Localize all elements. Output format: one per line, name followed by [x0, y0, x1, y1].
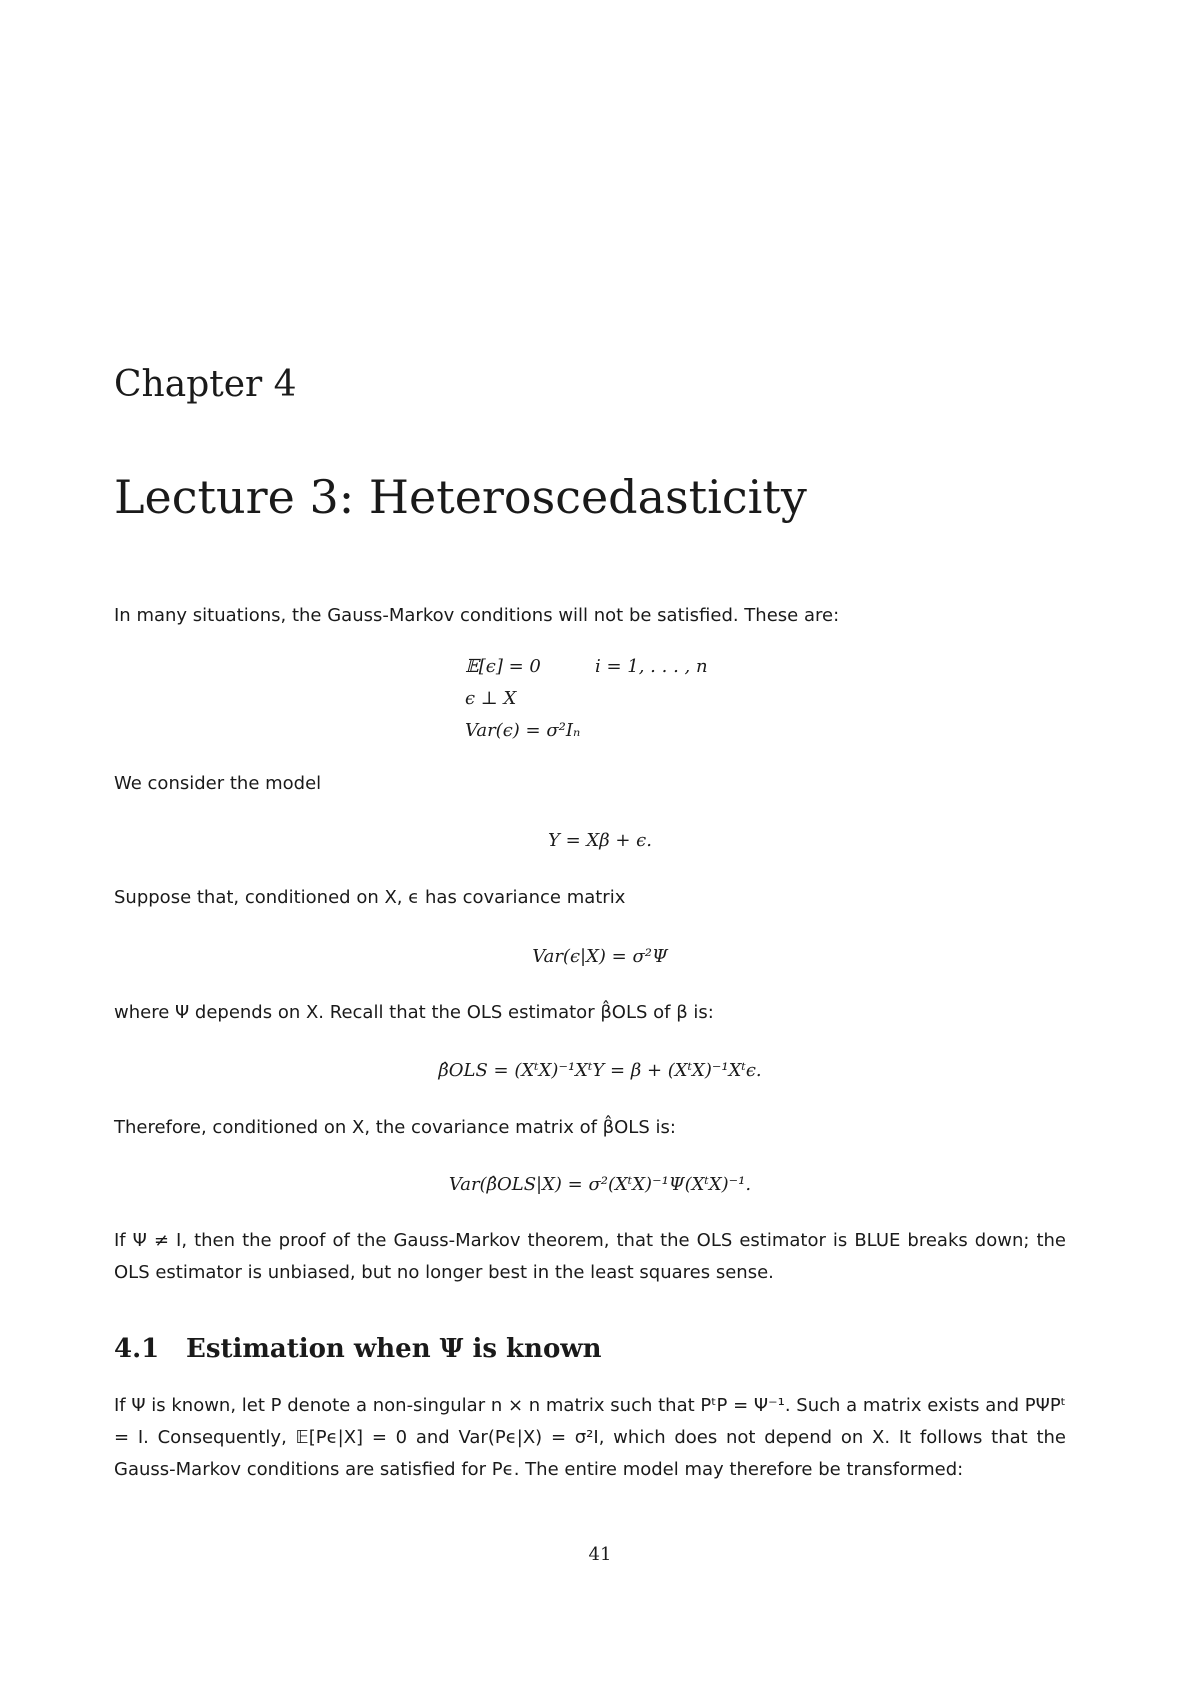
known-paragraph: If Ψ is known, let P denote a non-singular n × n matrix such that PᵗP = Ψ⁻¹. Such a matrix exists and PΨPᵗ = I. Consequently, 𝔼[Pϵ|X] = 0 and Var(Pϵ|X) = σ²I, which does not depend on X. It follows that the Gauss-Markov conditions are satisfied for Pϵ. The entire model may therefore be transformed: [114, 1395, 1066, 1480]
model-equation: Y = Xβ + ϵ. [548, 830, 652, 851]
condition-index: i = 1, . . . , n [595, 656, 708, 677]
section-number: 4.1 [114, 1334, 160, 1364]
consider-paragraph: We consider the model [114, 773, 322, 794]
conditions-block [465, 651, 708, 747]
page-number: 41 [588, 1544, 612, 1565]
condition-line-3: Var(ϵ) = σ²Iₙ [465, 720, 581, 741]
condition-line-2: ϵ ⊥ X [465, 688, 517, 709]
condition-expectation: 𝔼[ϵ] = 0 [465, 656, 541, 677]
section-title: Estimation when Ψ is known [186, 1334, 602, 1364]
breakdown-paragraph: If Ψ ≠ I, then the proof of the Gauss-Markov theorem, that the OLS estimator is BLUE breaks down; the OLS estimator is unbiased, but no longer best in the least squares sense. [114, 1230, 1066, 1283]
section-heading [114, 1334, 602, 1364]
where-paragraph: where Ψ depends on X. Recall that the OLS estimator β̂OLS of β is: [114, 1002, 714, 1023]
covariance-equation: Var(ϵ|X) = σ²Ψ [532, 946, 668, 967]
ols-equation: β̂OLS = (XᵗX)⁻¹XᵗY = β + (XᵗX)⁻¹Xᵗϵ. [438, 1060, 762, 1081]
suppose-paragraph: Suppose that, conditioned on X, ϵ has covariance matrix [114, 887, 626, 908]
variance-equation: Var(β̂OLS|X) = σ²(XᵗX)⁻¹Ψ(XᵗX)⁻¹. [448, 1174, 752, 1195]
intro-paragraph: In many situations, the Gauss-Markov conditions will not be satisfied. These are: [114, 605, 840, 626]
chapter-title: Lecture 3: Heteroscedasticity [114, 470, 807, 524]
condition-line-1 [465, 651, 708, 683]
therefore-paragraph: Therefore, conditioned on X, the covariance matrix of β̂OLS is: [114, 1117, 676, 1138]
chapter-label: Chapter 4 [114, 364, 297, 405]
